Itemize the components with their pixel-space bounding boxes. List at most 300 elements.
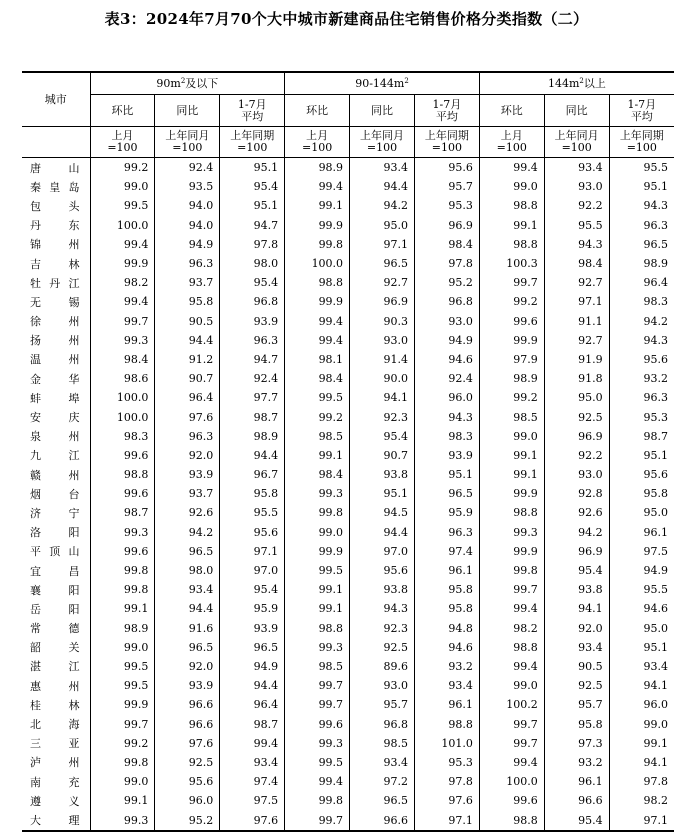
index-value: 94.3 <box>609 196 674 215</box>
index-value: 95.5 <box>544 216 609 235</box>
index-value: 97.1 <box>609 810 674 831</box>
index-value: 99.1 <box>479 216 544 235</box>
table-title: 表3：2024年7月70个大中城市新建商品住宅销售价格分类指数（二） <box>104 10 589 28</box>
index-value: 91.2 <box>155 350 220 369</box>
city-name: 常德 <box>30 622 80 636</box>
index-value: 96.1 <box>609 523 674 542</box>
table-row <box>22 542 674 561</box>
index-value: 100.0 <box>479 772 544 791</box>
table-row <box>22 177 674 196</box>
index-value: 99.5 <box>285 388 350 407</box>
index-value: 96.0 <box>155 791 220 810</box>
index-value: 94.4 <box>350 177 415 196</box>
table-row <box>22 273 674 292</box>
index-value: 91.6 <box>155 619 220 638</box>
index-value: 94.4 <box>155 599 220 618</box>
index-value: 98.5 <box>479 407 544 426</box>
index-value: 99.3 <box>90 810 155 831</box>
index-value: 92.5 <box>544 676 609 695</box>
index-value: 94.6 <box>414 638 479 657</box>
city-name: 平顶山 <box>30 545 80 559</box>
index-value: 99.5 <box>285 561 350 580</box>
city-name: 大理 <box>22 810 90 831</box>
index-value: 92.4 <box>220 369 285 388</box>
index-value: 98.0 <box>155 561 220 580</box>
city-name: 北海 <box>30 718 80 732</box>
index-value: 94.9 <box>220 657 285 676</box>
index-value: 95.0 <box>544 388 609 407</box>
index-value: 96.9 <box>544 542 609 561</box>
index-value: 95.3 <box>414 753 479 772</box>
index-value: 92.5 <box>544 407 609 426</box>
city-name: 韶关 <box>30 641 80 655</box>
index-value: 93.4 <box>350 158 415 178</box>
index-value: 96.9 <box>544 427 609 446</box>
table-row <box>22 369 674 388</box>
subheader-cell: 同比 <box>155 95 220 127</box>
index-value: 99.6 <box>90 542 155 561</box>
city-header: 城市 <box>22 72 90 127</box>
index-value: 92.2 <box>544 446 609 465</box>
table-row <box>22 734 674 753</box>
index-value: 97.6 <box>414 791 479 810</box>
subheader-cell: 环比 <box>90 95 155 127</box>
city-name: 温州 <box>30 353 80 367</box>
table-row <box>22 676 674 695</box>
city-name: 牡丹江 <box>30 276 80 290</box>
group-header <box>285 72 480 95</box>
index-value: 94.2 <box>609 312 674 331</box>
index-value: 99.6 <box>479 791 544 810</box>
index-value: 95.1 <box>350 484 415 503</box>
index-value: 93.8 <box>350 465 415 484</box>
index-value: 95.1 <box>220 196 285 215</box>
index-value: 93.0 <box>350 676 415 695</box>
city-name: 泸州 <box>30 756 80 770</box>
index-value: 95.6 <box>220 523 285 542</box>
index-value: 99.4 <box>479 657 544 676</box>
city-name: 济宁 <box>30 506 80 520</box>
index-value: 99.4 <box>220 734 285 753</box>
index-value: 99.8 <box>285 791 350 810</box>
city-name: 安庆 <box>30 411 80 425</box>
index-value: 96.4 <box>220 695 285 714</box>
index-value: 96.3 <box>220 331 285 350</box>
index-value: 93.2 <box>544 753 609 772</box>
index-value: 97.0 <box>350 542 415 561</box>
index-value: 92.7 <box>350 273 415 292</box>
index-value: 98.9 <box>90 619 155 638</box>
base-period-cell: 上年同月 =100 <box>544 127 609 158</box>
index-value: 97.9 <box>479 350 544 369</box>
index-value: 93.4 <box>544 638 609 657</box>
city-name: 包头 <box>30 199 80 213</box>
group-label-text: 90m <box>156 77 181 90</box>
index-value: 99.0 <box>90 638 155 657</box>
index-value: 92.4 <box>414 369 479 388</box>
index-value: 95.0 <box>609 503 674 522</box>
index-value: 99.7 <box>479 714 544 733</box>
index-value: 99.3 <box>285 638 350 657</box>
index-value: 94.9 <box>414 331 479 350</box>
index-value: 93.9 <box>155 676 220 695</box>
index-value: 95.8 <box>544 714 609 733</box>
index-value: 98.4 <box>285 465 350 484</box>
index-value: 92.2 <box>544 196 609 215</box>
table-row <box>22 292 674 311</box>
group-label-text: 90-144m <box>355 77 405 90</box>
index-value: 98.1 <box>285 350 350 369</box>
index-value: 99.1 <box>285 196 350 215</box>
index-value: 98.2 <box>479 619 544 638</box>
index-value: 99.3 <box>90 331 155 350</box>
index-value: 94.3 <box>609 331 674 350</box>
index-value: 99.4 <box>90 235 155 254</box>
index-value: 98.9 <box>220 427 285 446</box>
group-label-superscript: 2 <box>180 77 186 85</box>
table-row <box>22 772 674 791</box>
index-value: 98.4 <box>544 254 609 273</box>
index-value: 93.4 <box>220 753 285 772</box>
index-value: 90.7 <box>155 369 220 388</box>
table-row <box>22 791 674 810</box>
index-value: 96.6 <box>350 810 415 831</box>
index-value: 99.4 <box>479 158 544 178</box>
index-value: 95.1 <box>414 465 479 484</box>
city-name: 湛江 <box>30 660 80 674</box>
index-value: 99.0 <box>90 772 155 791</box>
index-value: 99.5 <box>90 676 155 695</box>
index-value: 99.4 <box>479 599 544 618</box>
base-period-cell: 上月 =100 <box>479 127 544 158</box>
index-value: 95.5 <box>220 503 285 522</box>
base-period-cell: 上年同期 =100 <box>414 127 479 158</box>
index-value: 98.3 <box>90 427 155 446</box>
index-value: 93.0 <box>414 312 479 331</box>
index-value: 98.8 <box>479 196 544 215</box>
base-period-cell: 上月 =100 <box>285 127 350 158</box>
index-value: 93.0 <box>544 177 609 196</box>
index-value: 95.3 <box>609 407 674 426</box>
index-value: 92.0 <box>155 657 220 676</box>
index-value: 99.3 <box>285 484 350 503</box>
index-value: 99.6 <box>90 446 155 465</box>
index-value: 89.6 <box>350 657 415 676</box>
index-value: 99.9 <box>90 254 155 273</box>
index-value: 99.8 <box>479 561 544 580</box>
index-value: 98.8 <box>414 714 479 733</box>
subheader-cell: 1-7月 平均 <box>414 95 479 127</box>
index-value: 98.5 <box>350 734 415 753</box>
index-value: 94.4 <box>155 331 220 350</box>
index-value: 97.7 <box>220 388 285 407</box>
city-name: 赣州 <box>30 468 80 482</box>
index-value: 95.8 <box>220 484 285 503</box>
index-value: 96.7 <box>220 465 285 484</box>
index-value: 99.0 <box>479 177 544 196</box>
index-value: 92.0 <box>544 619 609 638</box>
index-value: 95.1 <box>220 158 285 178</box>
index-value: 99.8 <box>90 580 155 599</box>
subheader-cell: 同比 <box>350 95 415 127</box>
table-row <box>22 753 674 772</box>
index-value: 91.8 <box>544 369 609 388</box>
index-value: 98.0 <box>220 254 285 273</box>
index-value: 96.3 <box>155 427 220 446</box>
city-name: 惠州 <box>30 679 80 693</box>
group-header <box>90 72 285 95</box>
index-value: 94.0 <box>155 196 220 215</box>
index-value: 93.4 <box>414 676 479 695</box>
index-value: 95.3 <box>414 196 479 215</box>
table-row <box>22 599 674 618</box>
index-value: 94.1 <box>609 753 674 772</box>
index-value: 95.9 <box>414 503 479 522</box>
table-row <box>22 523 674 542</box>
city-name: 襄阳 <box>30 583 80 597</box>
index-value: 94.1 <box>544 599 609 618</box>
city-name: 岳阳 <box>30 602 80 616</box>
index-value: 99.7 <box>90 312 155 331</box>
index-value: 93.2 <box>609 369 674 388</box>
city-name: 无锡 <box>30 295 80 309</box>
index-value: 93.9 <box>414 446 479 465</box>
city-name: 桂林 <box>30 698 80 712</box>
index-value: 99.2 <box>90 158 155 178</box>
index-value: 94.2 <box>544 523 609 542</box>
table-row <box>22 235 674 254</box>
index-value: 96.6 <box>155 695 220 714</box>
table-row <box>22 580 674 599</box>
index-value: 95.7 <box>350 695 415 714</box>
index-value: 99.7 <box>90 714 155 733</box>
index-value: 95.1 <box>609 638 674 657</box>
group-label-suffix: 及以下 <box>185 77 219 90</box>
group-label-suffix: 以上 <box>583 77 606 90</box>
table-row <box>22 695 674 714</box>
index-value: 99.7 <box>479 580 544 599</box>
table-row <box>22 388 674 407</box>
city-header-blank <box>22 127 90 158</box>
base-period-cell: 上年同期 =100 <box>609 127 674 158</box>
index-value: 95.6 <box>609 350 674 369</box>
city-name: 丹东 <box>30 219 80 233</box>
index-value: 96.6 <box>544 791 609 810</box>
index-value: 94.3 <box>544 235 609 254</box>
index-value: 96.4 <box>155 388 220 407</box>
subheader-cell: 同比 <box>544 95 609 127</box>
index-value: 98.7 <box>220 407 285 426</box>
index-value: 93.0 <box>544 465 609 484</box>
base-period-cell: 上月 =100 <box>90 127 155 158</box>
index-value: 97.3 <box>544 734 609 753</box>
index-value: 99.6 <box>285 714 350 733</box>
index-value: 98.8 <box>285 273 350 292</box>
index-value: 92.3 <box>350 619 415 638</box>
index-value: 98.8 <box>479 235 544 254</box>
index-value: 99.9 <box>479 542 544 561</box>
city-name: 秦皇岛 <box>30 180 80 194</box>
table-row <box>22 561 674 580</box>
index-value: 95.8 <box>609 484 674 503</box>
index-value: 99.6 <box>90 484 155 503</box>
index-value: 95.6 <box>609 465 674 484</box>
index-value: 90.5 <box>544 657 609 676</box>
index-value: 97.1 <box>544 292 609 311</box>
index-value: 98.7 <box>609 427 674 446</box>
index-value: 97.5 <box>609 542 674 561</box>
index-value: 100.3 <box>479 254 544 273</box>
subheader-cell: 环比 <box>479 95 544 127</box>
index-value: 97.6 <box>155 407 220 426</box>
city-name: 吉林 <box>30 257 80 271</box>
index-value: 96.1 <box>414 561 479 580</box>
table-row <box>22 484 674 503</box>
index-value: 94.9 <box>609 561 674 580</box>
index-value: 95.5 <box>609 158 674 178</box>
index-value: 99.1 <box>285 580 350 599</box>
index-value: 94.1 <box>609 676 674 695</box>
city-name: 泉州 <box>30 430 80 444</box>
index-value: 99.3 <box>90 523 155 542</box>
index-value: 90.3 <box>350 312 415 331</box>
base-period-cell: 上年同月 =100 <box>155 127 220 158</box>
index-value: 95.4 <box>350 427 415 446</box>
index-value: 99.7 <box>479 734 544 753</box>
subheader-cell: 环比 <box>285 95 350 127</box>
index-value: 95.8 <box>414 599 479 618</box>
index-value: 93.7 <box>155 273 220 292</box>
index-value: 94.4 <box>350 523 415 542</box>
table-row <box>22 465 674 484</box>
index-value: 93.9 <box>155 465 220 484</box>
index-value: 97.8 <box>414 772 479 791</box>
index-value: 96.9 <box>414 216 479 235</box>
table-row <box>22 810 674 831</box>
index-value: 98.8 <box>479 638 544 657</box>
index-value: 100.0 <box>90 216 155 235</box>
index-value: 92.3 <box>350 407 415 426</box>
city-name: 洛阳 <box>30 526 80 540</box>
index-value: 97.8 <box>220 235 285 254</box>
index-value: 97.1 <box>414 810 479 831</box>
index-value: 98.3 <box>414 427 479 446</box>
index-value: 96.3 <box>609 216 674 235</box>
city-name: 锦州 <box>30 238 80 252</box>
index-value: 98.7 <box>220 714 285 733</box>
group-label-superscript: 2 <box>404 77 409 85</box>
table-row <box>22 657 674 676</box>
index-value: 93.4 <box>155 580 220 599</box>
index-value: 92.6 <box>544 503 609 522</box>
index-value: 95.9 <box>220 599 285 618</box>
index-value: 94.3 <box>350 599 415 618</box>
index-value: 98.4 <box>90 350 155 369</box>
index-value: 97.8 <box>609 772 674 791</box>
index-value: 99.4 <box>285 772 350 791</box>
index-value: 98.9 <box>285 158 350 178</box>
index-value: 96.1 <box>414 695 479 714</box>
table-row <box>22 350 674 369</box>
base-period-cell: 上年同期 =100 <box>220 127 285 158</box>
index-value: 92.7 <box>544 331 609 350</box>
index-value: 96.3 <box>155 254 220 273</box>
city-name: 金华 <box>30 372 80 386</box>
city-name: 烟台 <box>30 487 80 501</box>
index-value: 99.8 <box>90 753 155 772</box>
index-value: 94.0 <box>155 216 220 235</box>
index-value: 94.6 <box>609 599 674 618</box>
index-value: 99.1 <box>479 465 544 484</box>
index-value: 96.8 <box>220 292 285 311</box>
index-value: 95.5 <box>609 580 674 599</box>
index-value: 96.5 <box>609 235 674 254</box>
index-value: 95.6 <box>350 561 415 580</box>
index-value: 99.5 <box>90 657 155 676</box>
index-value: 99.9 <box>285 216 350 235</box>
index-value: 95.6 <box>155 772 220 791</box>
index-value: 99.0 <box>90 177 155 196</box>
city-name: 三亚 <box>30 737 80 751</box>
index-value: 98.3 <box>609 292 674 311</box>
index-value: 99.7 <box>479 273 544 292</box>
index-value: 96.5 <box>220 638 285 657</box>
index-value: 94.3 <box>414 407 479 426</box>
index-value: 98.8 <box>479 810 544 831</box>
index-value: 98.8 <box>90 465 155 484</box>
index-value: 101.0 <box>414 734 479 753</box>
index-value: 96.8 <box>414 292 479 311</box>
table-row <box>22 254 674 273</box>
index-value: 94.6 <box>414 350 479 369</box>
table-row <box>22 312 674 331</box>
table-row <box>22 638 674 657</box>
index-value: 96.0 <box>609 695 674 714</box>
index-value: 93.5 <box>155 177 220 196</box>
index-value: 99.8 <box>285 503 350 522</box>
city-name: 南充 <box>30 775 80 789</box>
index-value: 94.8 <box>414 619 479 638</box>
index-value: 93.8 <box>544 580 609 599</box>
index-value: 95.4 <box>220 580 285 599</box>
index-value: 99.4 <box>285 331 350 350</box>
index-value: 94.4 <box>220 446 285 465</box>
index-value: 91.4 <box>350 350 415 369</box>
index-value: 98.9 <box>609 254 674 273</box>
index-value: 99.8 <box>285 235 350 254</box>
index-value: 99.4 <box>90 292 155 311</box>
index-value: 94.2 <box>350 196 415 215</box>
index-value: 99.2 <box>90 734 155 753</box>
index-value: 92.4 <box>155 158 220 178</box>
index-value: 94.7 <box>220 216 285 235</box>
index-value: 99.0 <box>479 676 544 695</box>
index-value: 100.0 <box>90 407 155 426</box>
table-row <box>22 714 674 733</box>
table-row <box>22 196 674 215</box>
index-value: 92.5 <box>350 638 415 657</box>
index-value: 94.7 <box>220 350 285 369</box>
table-row <box>22 407 674 426</box>
index-value: 99.7 <box>285 676 350 695</box>
index-value: 97.0 <box>220 561 285 580</box>
index-value: 96.3 <box>609 388 674 407</box>
index-value: 96.4 <box>609 273 674 292</box>
subheader-cell: 1-7月 平均 <box>609 95 674 127</box>
index-value: 99.2 <box>479 388 544 407</box>
index-value: 99.1 <box>285 446 350 465</box>
index-value: 98.2 <box>609 791 674 810</box>
